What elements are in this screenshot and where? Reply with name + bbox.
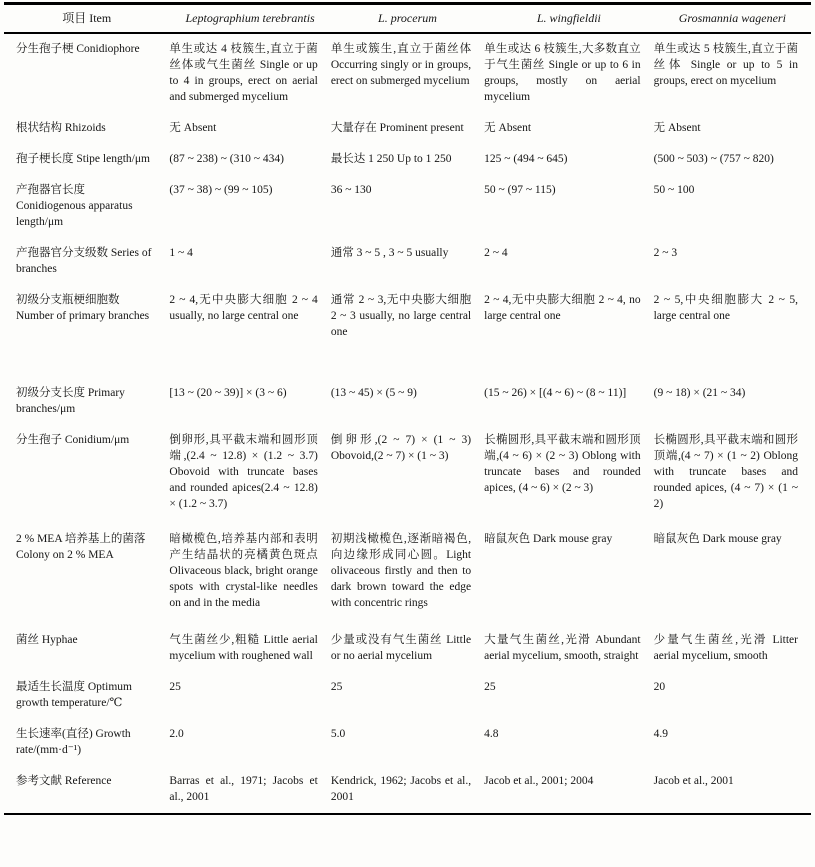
row-label: 初级分支瓶梗细胞数 Number of primary branches [16,294,150,322]
row-label: 最适生长温度 Optimum growth temperature/℃ [16,681,132,709]
row-label: 孢子梗长度 Stipe length/μm [16,153,150,165]
table-row [4,524,811,625]
table-row [4,175,811,238]
row-label: 根状结构 Rhizoids [16,122,106,134]
column-header-species-procerum: L. procerum [331,4,484,34]
table-cell: 2 ~ 4,无中央膨大细胞 2 ~ 4 usually, no large central one [169,294,318,322]
table-cell: 25 [484,681,496,693]
table-cell: 倒卵形,(2 ~ 7) × (1 ~ 3) Obovoid,(2 ~ 7) × (1 ~ 3) [330,434,472,462]
table-cell: 大量存在 Prominent present [330,122,464,134]
table-cell: 25 [169,681,181,693]
table-row [4,144,811,175]
table-cell: 暗橄榄色,培养基内部和表明产生结晶状的亮橘黄色斑点 Olivaceous black, bright orange spots with crystal-like needles on and in the media [169,533,318,609]
table-cell: 2.0 [169,728,184,740]
table-cell: 无 Absent [484,122,532,134]
table-cell: 20 [653,681,666,693]
table-cell: 2 ~ 4,无中央膨大细胞 2 ~ 4, no large central one [484,294,641,322]
table-cell: 2 ~ 3 [653,247,678,259]
table-cell: 气生菌丝少,粗糙 Little aerial mycelium with roughened wall [169,634,318,662]
table-cell: 暗鼠灰色 Dark mouse gray [484,533,613,545]
table-row [4,672,811,719]
table-cell: 长椭圆形,具平截末端和圆形顶端,(4 ~ 7) × (1 ~ 2) Oblong with truncate bases and rounded apices, (4 ~ 7) × (1 ~ 2) [653,434,798,510]
table-row [4,625,811,672]
table-cell: 最长达 1 250 Up to 1 250 [330,153,452,165]
table-header [4,4,811,34]
table-row [4,719,811,766]
column-header-species-terebrantis: Leptographium terebrantis [169,4,330,34]
table-cell: 通常 2 ~ 3,无中央膨大细胞 2 ~ 3 usually, no large central one [330,294,472,338]
header-row [4,4,811,34]
table-cell: 单生或达 6 枝簇生,大多数直立于气生菌丝 Single or up to 6 in groups, mostly on aerial mycelium [484,43,641,103]
table-cell: 初期浅橄榄色,逐渐暗褐色,向边缘形成同心圆。Light olivaceous firstly and then to dark brown toward the edge with concentric rings [330,533,472,609]
table-cell: 单生或达 4 枝簇生,直立于菌丝体或气生菌丝 Single or up to 4 in groups, erect on aerial and submerged mycelium [169,43,318,103]
table-cell: (9 ~ 18) × (21 ~ 34) [653,387,746,399]
table-row [4,766,811,814]
row-label: 2 % MEA 培养基上的菌落 Colony on 2 % MEA [16,533,146,561]
table-cell: Jacob et al., 2001; 2004 [484,775,594,787]
row-label: 产孢器官长度 Conidiogenous apparatus length/μm [16,184,133,228]
table-cell: 少量气生菌丝,光滑 Litter aerial mycelium, smooth [653,634,798,662]
table-row [4,113,811,144]
row-label: 参考文献 Reference [16,775,112,787]
species-comparison-table [4,2,811,815]
table-cell: (87 ~ 238) ~ (310 ~ 434) [169,153,284,165]
table-cell: 无 Absent [169,122,217,134]
table-row [4,425,811,524]
table-cell: 长椭圆形,具平截末端和圆形顶端,(4 ~ 6) × (2 ~ 3) Oblong with truncate bases and rounded apices, (4 ~ 6) × (2 ~ 3) [484,434,641,494]
table-cell: 4.9 [653,728,668,740]
table-cell: 大量气生菌丝,光滑 Abundant aerial mycelium, smooth, straight [484,634,641,662]
table-cell: [13 ~ (20 ~ 39)] × (3 ~ 6) [169,387,287,399]
table-cell: 2 ~ 4 [484,247,508,259]
table-cell: 4.8 [484,728,499,740]
row-label: 分生孢子 Conidium/μm [16,434,130,446]
table-cell: 5.0 [330,728,346,740]
table-row [4,238,811,285]
table-cell: 倒卵形,具平截末端和圆形顶端,(2.4 ~ 12.8) × (1.2 ~ 3.7) Obovoid with truncate bases and rounded apices(2.4 ~ 12.8) × (1.2 ~ 3.7) [169,434,318,510]
table-cell: (15 ~ 26) × [(4 ~ 6) ~ (8 ~ 11)] [484,387,627,399]
table-cell: 单生或簇生,直立于菌丝体 Occurring singly or in groups, erect on submerged mycelium [330,43,472,87]
table-row [4,378,811,425]
table-cell: 通常 3 ~ 5 , 3 ~ 5 usually [330,247,449,259]
table-cell: (13 ~ 45) × (5 ~ 9) [330,387,417,399]
table-cell: 1 ~ 4 [169,247,193,259]
table-body [4,33,811,814]
table-cell: 无 Absent [653,122,701,134]
column-header-species-wingfieldii: L. wingfieldii [484,4,653,34]
table-cell: 暗鼠灰色 Dark mouse gray [653,533,782,545]
table-cell: 25 [330,681,343,693]
row-label: 菌丝 Hyphae [16,634,78,646]
table-cell: 125 ~ (494 ~ 645) [484,153,568,165]
row-label: 分生孢子梗 Conidiophore [16,43,140,55]
table-cell: 单生或达 5 枝簇生,直立于菌丝体 Single or up to 5 in groups, erect on mycelium [653,43,798,87]
row-label: 生长速率(直径) Growth rate/(mm·d⁻¹) [16,728,131,756]
table-cell: 36 ~ 130 [330,184,372,196]
column-header-item: 项目 Item [4,4,169,34]
table-cell: 少量或没有气生菌丝 Little or no aerial mycelium [330,634,472,662]
table-cell: 2 ~ 5,中央细胞膨大 2 ~ 5, large central one [653,294,798,322]
row-label: 初级分支长度 Primary branches/μm [16,387,125,415]
row-label: 产孢器官分支级数 Series of branches [16,247,152,275]
column-header-species-wageneri: Grosmannia wageneri [654,4,811,34]
table-cell: 50 ~ (97 ~ 115) [484,184,556,196]
table-cell: Kendrick, 1962; Jacobs et al., 2001 [330,775,472,803]
table-cell: (500 ~ 503) ~ (757 ~ 820) [653,153,774,165]
table-cell: (37 ~ 38) ~ (99 ~ 105) [169,184,273,196]
table-row [4,33,811,113]
table-cell: Jacob et al., 2001 [653,775,734,787]
table-row [4,285,811,378]
table-cell: Barras et al., 1971; Jacobs et al., 2001 [169,775,318,803]
table-cell: 50 ~ 100 [653,184,695,196]
